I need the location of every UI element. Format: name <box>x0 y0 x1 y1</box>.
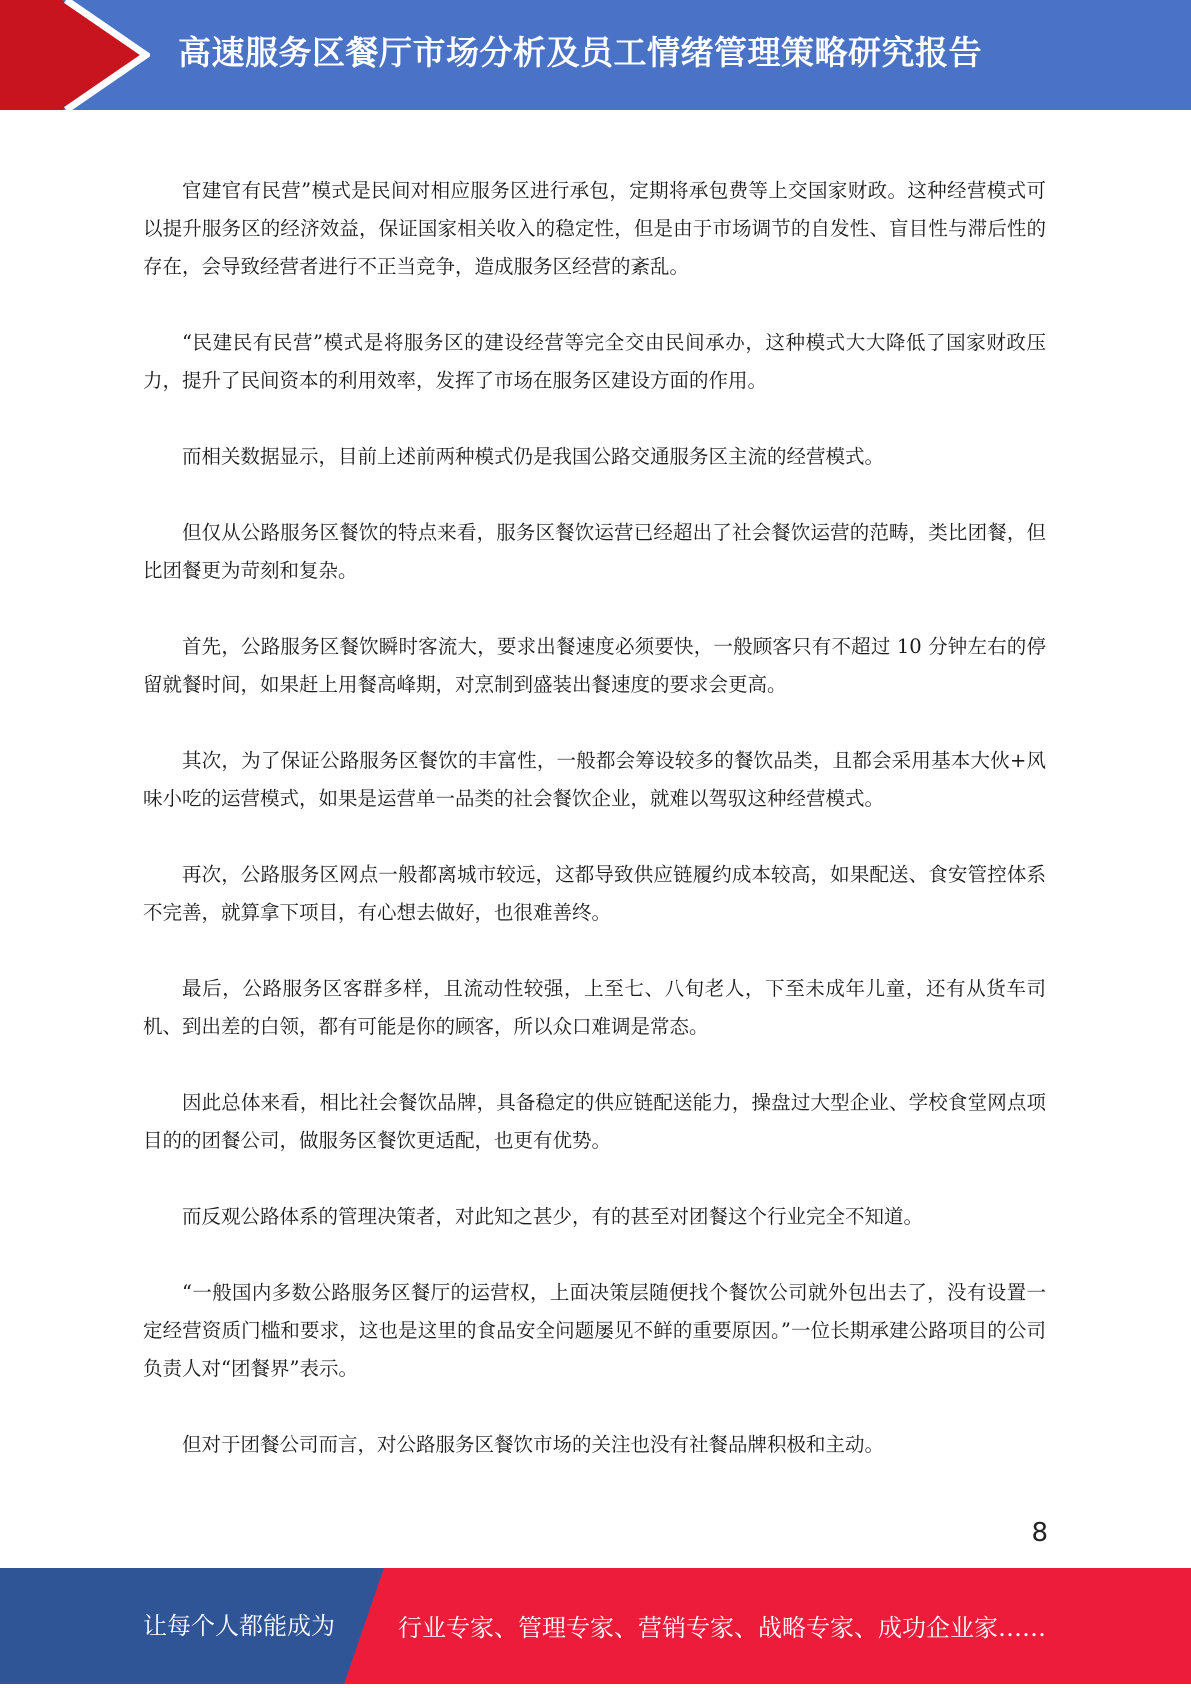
page-header <box>0 0 1191 110</box>
report-title: 高速服务区餐厅市场分析及员工情绪管理策略研究报告 <box>178 33 982 72</box>
page-footer <box>0 1568 1191 1684</box>
paragraph: “民建民有民营”模式是将服务区的建设经营等完全交由民间承办，这种模式大大降低了国家财政压力，提升了民间资本的利用效率，发挥了市场在服务区建设方面的作用。 <box>143 331 1046 392</box>
paragraph: 首先，公路服务区餐饮瞬时客流大，要求出餐速度必须要快，一般顾客只有不超过 10 分钟左右的停留就餐时间，如果赶上用餐高峰期，对烹制到盛装出餐速度的要求会更高。 <box>143 635 1046 696</box>
document-body <box>143 172 1046 1502</box>
paragraph: 而相关数据显示，目前上述前两种模式仍是我国公路交通服务区主流的经营模式。 <box>182 445 885 468</box>
paragraph: “一般国内多数公路服务区餐厅的运营权，上面决策层随便找个餐饮公司就外包出去了，没有设置一定经营资质门槛和要求，这也是这里的食品安全问题屡见不鲜的重要原因。”一位长期承建公路项目的公司负责人对“团餐界”表示。 <box>143 1281 1046 1380</box>
paragraph: 因此总体来看，相比社会餐饮品牌，具备稳定的供应链配送能力，操盘过大型企业、学校食堂网点项目的的团餐公司，做服务区餐饮更适配，也更有优势。 <box>143 1091 1046 1152</box>
header-red-chevron <box>0 0 150 110</box>
footer-slogan-right: 行业专家、管理专家、营销专家、战略专家、成功企业家…… <box>398 1614 1046 1642</box>
paragraph: 其次，为了保证公路服务区餐饮的丰富性，一般都会筹设较多的餐饮品类，且都会采用基本大伙+风味小吃的运营模式，如果是运营单一品类的社会餐饮企业，就难以驾驭这种经营模式。 <box>143 749 1046 810</box>
paragraph: 官建官有民营”模式是民间对相应服务区进行承包，定期将承包费等上交国家财政。这种经营模式可以提升服务区的经济效益，保证国家相关收入的稳定性，但是由于市场调节的自发性、盲目性与滞后性的存在，会导致经营者进行不正当竞争，造成服务区经营的紊乱。 <box>143 179 1046 278</box>
footer-slogan-left: 让每个人都能成为 <box>143 1612 335 1640</box>
paragraph: 但仅从公路服务区餐饮的特点来看，服务区餐饮运营已经超出了社会餐饮运营的范畴，类比团餐，但比团餐更为苛刻和复杂。 <box>143 521 1046 582</box>
page-number: 8 <box>1031 1518 1048 1548</box>
paragraph: 但对于团餐公司而言，对公路服务区餐饮市场的关注也没有社餐品牌积极和主动。 <box>182 1433 885 1456</box>
paragraph: 最后，公路服务区客群多样，且流动性较强，上至七、八旬老人，下至未成年儿童，还有从货车司机、到出差的白领，都有可能是你的顾客，所以众口难调是常态。 <box>143 977 1046 1038</box>
paragraph: 而反观公路体系的管理决策者，对此知之甚少，有的甚至对团餐这个行业完全不知道。 <box>182 1205 924 1228</box>
paragraph: 再次，公路服务区网点一般都离城市较远，这都导致供应链履约成本较高，如果配送、食安管控体系不完善，就算拿下项目，有心想去做好，也很难善终。 <box>143 863 1046 924</box>
